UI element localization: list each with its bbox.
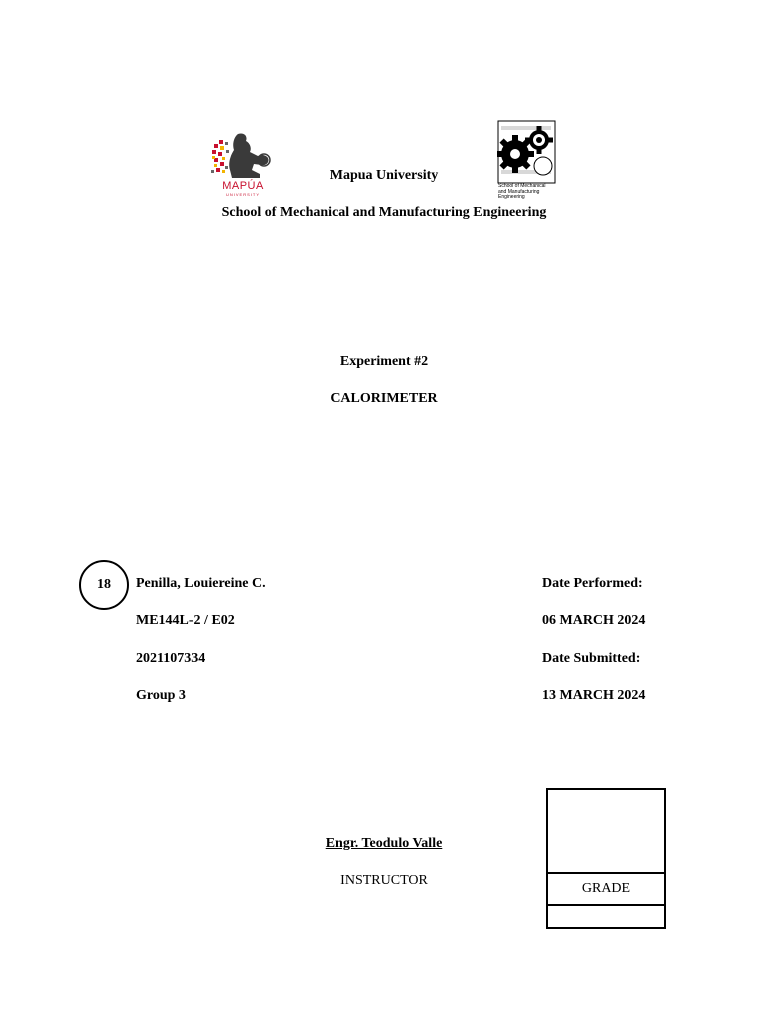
smme-logo-caption — [498, 184, 560, 201]
report-title: CALORIMETER — [330, 391, 438, 406]
school-name: School of Mechanical and Manufacturing Engineering — [221, 205, 547, 220]
student-name: Penilla, Louiereine C. — [136, 576, 266, 591]
grade-value-cell — [548, 906, 664, 927]
instructor-role: INSTRUCTOR — [340, 873, 428, 888]
date-performed-label: Date Performed: — [542, 576, 643, 591]
grade-label: GRADE — [548, 874, 664, 906]
smme-caption-line: Engineering — [498, 194, 525, 200]
smme-caption-line: and Manufacturing — [498, 188, 540, 195]
date-submitted-value: 13 MARCH 2024 — [542, 688, 646, 703]
student-group: Group 3 — [136, 688, 186, 703]
university-name: Mapua University — [329, 168, 439, 183]
smme-caption-line: School of Mechanical — [498, 183, 546, 189]
grade-blank-cell — [548, 790, 664, 874]
student-section: ME144L-2 / E02 — [136, 613, 235, 628]
student-id: 2021107334 — [136, 651, 206, 666]
instructor-name: Engr. Teodulo Valle — [325, 836, 443, 851]
grade-box — [546, 788, 666, 929]
mapua-logo-text: MAPÚA — [222, 180, 264, 192]
date-performed-value: 06 MARCH 2024 — [542, 613, 646, 628]
date-submitted-label: Date Submitted: — [542, 651, 641, 666]
experiment-number: Experiment #2 — [339, 354, 429, 369]
student-number-badge: 18 — [79, 560, 129, 610]
mapua-logo-subtext: UNIVERSITY — [225, 192, 260, 197]
